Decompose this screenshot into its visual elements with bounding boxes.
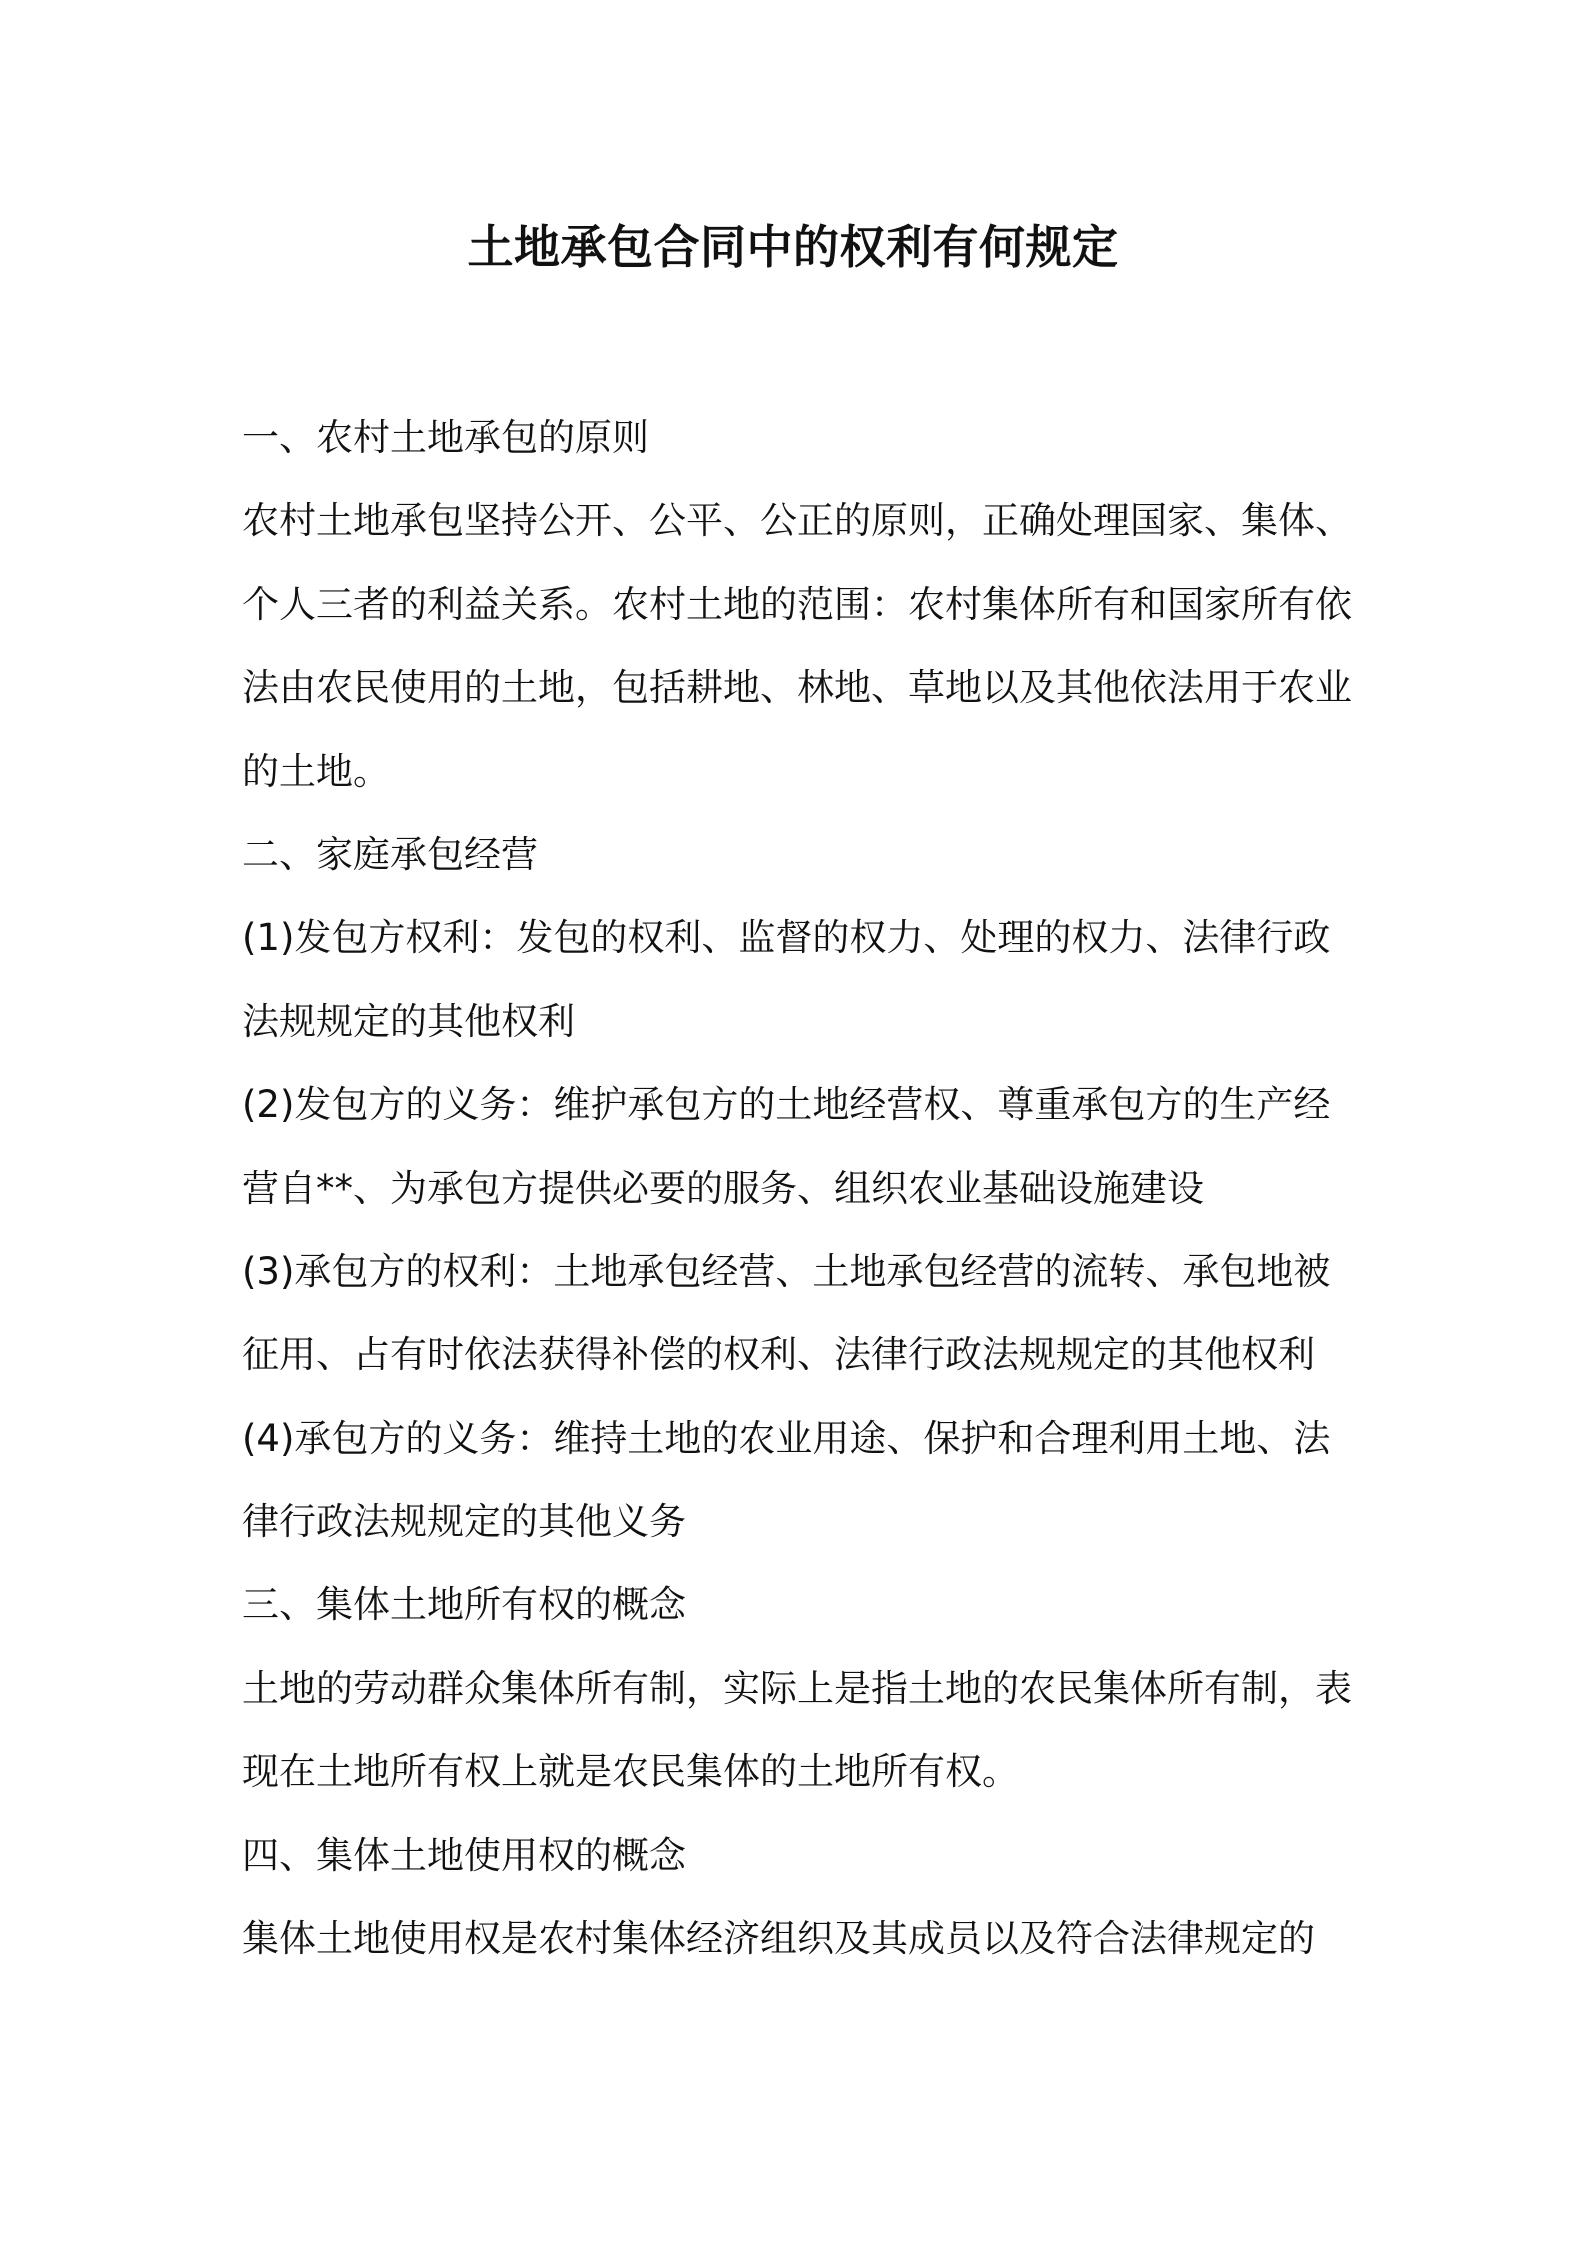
paragraph-line: 法由农民使用的土地，包括耕地、林地、草地以及其他依法用于农业 (242, 666, 1352, 710)
list-item-line: 征用、占有时依法获得补偿的权利、法律行政法规规定的其他权利 (242, 1333, 1315, 1377)
section-heading-2: 二、家庭承包经营 (242, 832, 538, 876)
section-heading-3: 三、集体土地所有权的概念 (242, 1583, 686, 1627)
list-item-line: 法规规定的其他权利 (242, 999, 575, 1043)
list-item-line: (1)发包方权利：发包的权利、监督的权力、处理的权力、法律行政 (242, 916, 1331, 960)
paragraph-line: 农村土地承包坚持公开、公平、公正的原则，正确处理国家、集体、 (242, 499, 1352, 543)
paragraph-line: 现在土地所有权上就是农民集体的土地所有权。 (242, 1750, 1019, 1794)
list-item-line: (4)承包方的义务：维持土地的农业用途、保护和合理利用土地、法 (242, 1416, 1331, 1460)
paragraph-line: 集体土地使用权是农村集体经济组织及其成员以及符合法律规定的 (242, 1917, 1315, 1961)
document-body (242, 396, 1362, 1980)
list-item-line: (2)发包方的义务：维护承包方的土地经营权、尊重承包方的生产经 (242, 1083, 1331, 1127)
paragraph-line: 个人三者的利益关系。农村土地的范围：农村集体所有和国家所有依 (242, 582, 1352, 626)
list-item-line: 律行政法规规定的其他义务 (242, 1500, 686, 1544)
list-item-line: (3)承包方的权利：土地承包经营、土地承包经营的流转、承包地被 (242, 1249, 1331, 1293)
paragraph-line: 的土地。 (242, 749, 390, 793)
section-heading-4: 四、集体土地使用权的概念 (242, 1833, 686, 1877)
section-heading-1: 一、农村土地承包的原则 (242, 416, 649, 459)
paragraph-line: 土地的劳动群众集体所有制，实际上是指土地的农民集体所有制，表 (242, 1666, 1352, 1710)
list-item-line: 营自**、为承包方提供必要的服务、组织农业基础设施建设 (242, 1166, 1204, 1210)
document-title: 土地承包合同中的权利有何规定 (467, 220, 1119, 274)
